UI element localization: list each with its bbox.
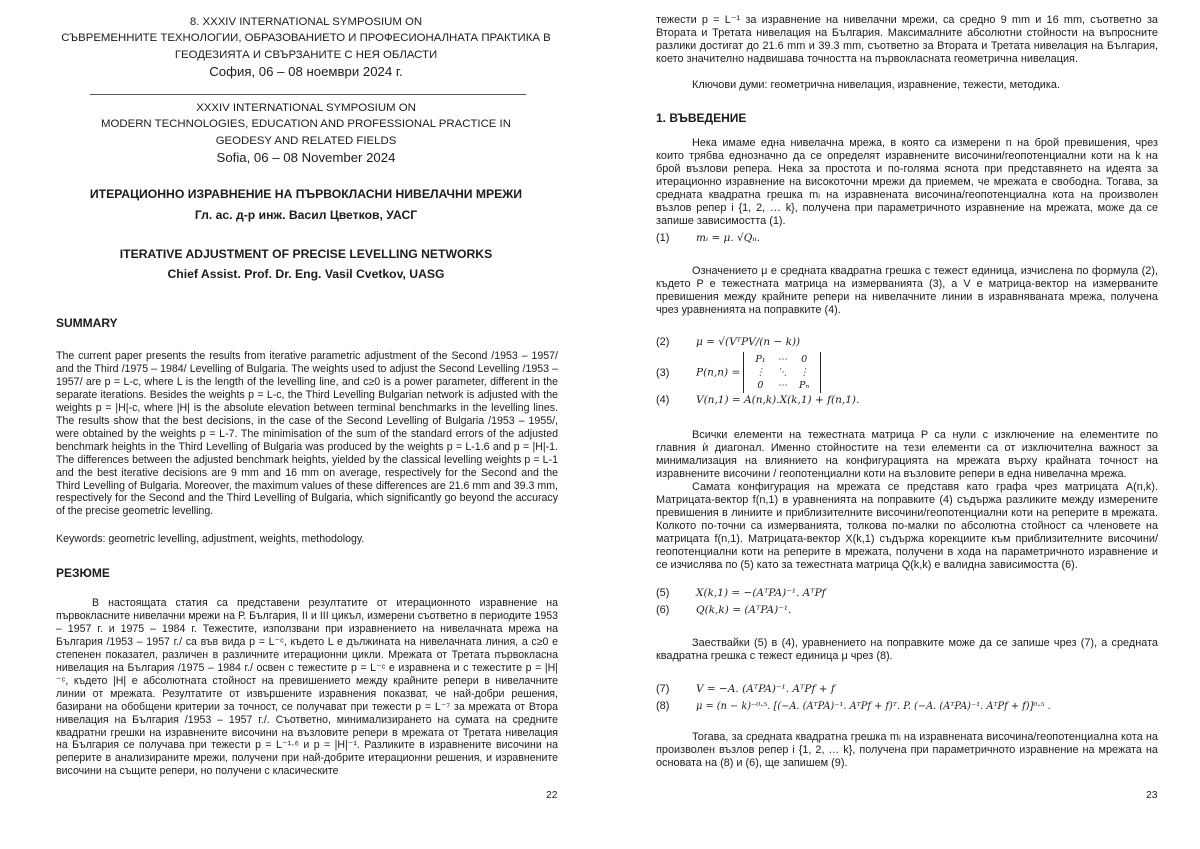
equation-body: μ = √(VᵀPV/(n − k)) [696,336,801,348]
equation-number: (4) [656,394,670,406]
right-page [600,0,1200,849]
equation-body: V = −A. (AᵀPA)⁻¹. AᵀPf + f [696,683,835,695]
header-line: XXXIV INTERNATIONAL SYMPOSIUM ON [196,102,416,114]
keywords-bg: Ключови думи: геометрична нивелация, изравнение, тежести, методика. [692,79,1060,91]
header-divider [90,94,526,95]
matrix-cell: ⋮ [799,367,809,378]
paper-title-bg: ИТЕРАЦИОННО ИЗРАВНЕНИЕ НА ПЪРВОКЛАСНИ НИВЕЛАЧНИ МРЕЖИ [89,187,523,201]
resume-text: В настоящата статия са представени резултатите от итерационното изравнение на първокласните нивелачни мрежи на Р. България, II и III цикъл, измерени съответно в периодите 1953 – 1957 г. и 1975 – 1984 г. Тежестите, използвани при изравнението на нивелачната мрежа на България /1953 – 1957 г./ са във вида p = L⁻ᶜ, където L е дължината на нивелачната линия, а c≥0 е степенен показател, различен в различните итерационни цикли. Мрежата от Третата първокласна нивелация на България /1975 – 1984 г./ освен с тежестите p = L⁻ᶜ е изравнена и с тежестите p = |H|⁻ᶜ, където |H| е абсолютната стойност на превишението между крайните репери в нивелачните линии от мрежата. Резултатите от извършените изравнения показват, че най-добри решения, базирани на обобщени критерии за точност, се получават при тежести p = L⁻⁷ за мрежата от Втора нивелация на България /1953 – 1957 г./. Съответно, минимализирането на сумата на средните квадратни грешки на изравнените височини на възловите репери в мрежата от Третата нивелация на България се получава при тежести p = L⁻¹·⁶ и p = |H|⁻¹. Разликите в изравнените височини на реперите в анализираните мрежи, получени при най-добрите итерационни решения, и изравнените височини на същите репери, но получени с класическите [56,597,558,778]
matrix-cell: Pₙ [799,380,810,391]
header-line: 8. XXXIV INTERNATIONAL SYMPOSIUM ON [189,16,423,28]
matrix-cell: ⋮ [755,367,766,378]
equation-number: (1) [656,232,670,244]
equation-body: μ = (n − k)⁻⁰·⁵. [(−A. (AᵀPA)⁻¹. AᵀPf + f)ᵀ. P. (−A. (AᵀPA)⁻¹. AᵀPf + f)]⁰·⁵ . [696,701,1051,712]
matrix-cell: 0 [757,380,764,391]
equation-body: V(n,1) = A(n,k).X(k,1) + f(n,1). [696,394,860,406]
equation-number: (8) [656,700,670,712]
author-bg: Гл. ас. д-р инж. Васил Цветков, УАСГ [194,208,418,222]
equation-number: (2) [656,336,670,348]
header-line: GEODESY AND RELATED FIELDS [215,134,397,147]
equation-2 [656,336,800,348]
equation-number: (3) [656,366,670,379]
header-place: Sofia, 06 – 08 November 2024 [216,150,396,166]
page-number: 22 [546,790,558,801]
equation-4 [656,394,859,406]
equation-3 [656,352,821,393]
equation-body: mᵢ = μ. √Qᵢᵢ. [696,232,760,244]
matrix-cell: ⋱ [777,367,788,378]
equation-7 [656,683,835,695]
matrix-paragraph-2: Самата конфигурация на мрежата се представя като графа чрез матрицата A(n,k). Матрицата-вектор f(n,1) в уравненията на поправките (4) съдържа разликите между измерените превишения в линиите и приблизителните височини/геопотенциални коти на реперите в мрежата. Колкото по-точни са измерванията, толкова по-малки по абсолютна стойност са членовете на матрицата f(n,1). Матрицата-вектор X(k,1) съдържа корекциите към приблизителните височини/геопотенциални коти на реперите в мрежата, получени в хода на параметричното изравнение и се изчислява по (5) като за тежестната матрица Q(k,k) е валидна зависимостта (6). [656,481,1158,571]
matrix-cell: ⋯ [777,380,788,391]
closing-paragraph: Тогава, за средната квадратна грешка mᵢ на изравнената височина/геопотенциална кота на произволен възлов репер i {1, 2, … k}, получена при параметричното изравнение на мрежата на основата на (8) и (6), ще запишем (9). [656,731,1158,769]
equation-1 [656,232,760,244]
summary-heading: SUMMARY [56,316,118,330]
symposium-header-bg [56,14,556,81]
author-en: Chief Assist. Prof. Dr. Eng. Vasil Cvetkov, UASG [167,267,445,281]
matrix-cell: 0 [801,354,808,365]
header-line: ГЕОДЕЗИЯТА И СВЪРЗАНИТЕ С НЕЯ ОБЛАСТИ [174,48,438,61]
resume-heading: РЕЗЮМЕ [56,566,110,580]
keywords-en: Keywords: geometric levelling, adjustment, weights, methodology. [56,533,365,545]
weight-matrix [743,352,821,393]
equation-number: (6) [656,604,670,616]
symposium-header-en [56,100,556,167]
equation-6 [656,604,791,616]
header-line: СЪВРЕМЕННИТЕ ТЕХНОЛОГИИ, ОБРАЗОВАНИЕТО И ПРОФЕСИОНАЛНАТА ПРАКТИКА В [61,32,551,45]
section-heading: 1. ВЪВЕДЕНИЕ [656,111,747,125]
equation-number: (7) [656,683,670,695]
equation-8 [656,700,1051,712]
substitution-paragraph: Заествайки (5) в (4), уравнението на поправките може да се запише чрез (7), а средната квадратна грешка с тежест единица μ чрез (8). [656,637,1158,662]
paper-title-en: ITERATIVE ADJUSTMENT OF PRECISE LEVELLING NETWORKS [119,247,493,261]
equation-number: (5) [656,587,670,599]
equation-5 [656,587,826,599]
header-place: София, 06 – 08 ноември 2024 г. [209,64,403,80]
matrix-cell: P₁ [755,354,766,365]
summary-text: The current paper presents the results from iterative parametric adjustment of the Second /1953 – 1957/ and the Third /1975 – 1984/ Levelling of Bulgaria. The weights used to adjust the Second Levelling /1953 – 1957/ are p = L-c, where L is the length of the levelling line, and c≥0 is a power parameter, different in the separate iterations. Besides the weights p = L-c, the Third Levelling Bulgarian network is adjusted with the weights p = |H|-c, where |H| is the absolute elevation between terminal benchmarks in the levelling lines. The results show that the best decisions, in the case of the Second Levelling of Bulgaria /1953 – 1955/, were obtained by the weights p = L-7. The minimisation of the sum of the standard errors of the adjusted benchmark heights in the Third Levelling of Bulgaria was produced by the weights p = L-1.6 and p = |H|-1. The differences between the adjusted benchmark heights, yielded by the classical levelling weights p = L-1 and the best iterative decisions are 9 mm and 16 mm on average, respectively for the Second and the Third Levelling of Bulgaria. Moreover, the maximum values of these differences are 21.6 mm and 39.3 mm, respectively for the Second and the Third Levelling of Bulgaria, which significantly go beyond the accuracy of the precise geometric levelling. [56,350,558,518]
header-line: MODERN TECHNOLOGIES, EDUCATION AND PROFESSIONAL PRACTICE IN [101,118,511,131]
mu-paragraph: Означението μ е средната квадратна грешка с тежест единица, изчислена по формула (2), където P е тежестната матрица на измерванията (3), а V е матрица-вектор на измерваните превишения между крайните репери на нивелачните линии в изравняваната мрежа, получена чрез уравненията на поправките (4). [656,265,1158,316]
paragraph-continued: тежести p = L⁻¹ за изравнение на нивелачни мрежи, са средно 9 mm и 16 mm, съответно за Втората и Третата нивелация на България. Максималните абсолютни стойности на въпросните разлики достигат до 21.6 mm и 39.3 mm, съответно за Втората и Третата нивелация на България, което значително надвишава точността на първокласната геометрична нивелация. [656,14,1158,65]
page-number: 23 [1146,790,1158,801]
equation-body: X(k,1) = −(AᵀPA)⁻¹. AᵀPf [696,587,826,599]
matrix-cell: ⋯ [777,354,788,365]
intro-paragraph: Нека имаме една нивелачна мрежа, в която са измерени n на брой превишения, чрез които трябва еднозначно да се определят изравнените височини/геопотенциални коти на k на брой възлови репера. Нека за простота и по-голяма яснота при представянето на идеята за итерационно изравнение на високоточни мрежи да приемем, че мрежата е свободна. Тогава, за средната квадратна грешка mᵢ на изравнената височина/геопотенциална кота на произволен възлов репер i {1, 2, … k}, получена при параметричното изравнение на мрежата, може да се запише зависимостта (1). [656,137,1158,227]
equation-body: Q(k,k) = (AᵀPA)⁻¹. [696,604,792,616]
matrix-paragraph-1: Всички елементи на тежестната матрица P са нули с изключение на елементите по главния ѝ диагонал. Именно стойностите на тези елементи са от изключителна важност за минимализация на влиянието на конфигурацията на мрежата върху крайната точност на изравнените височини / геопотенциални коти на възловите репери в една нивелачна мрежа. [656,429,1158,480]
equation-lhs: P(n,n) = [696,366,741,379]
